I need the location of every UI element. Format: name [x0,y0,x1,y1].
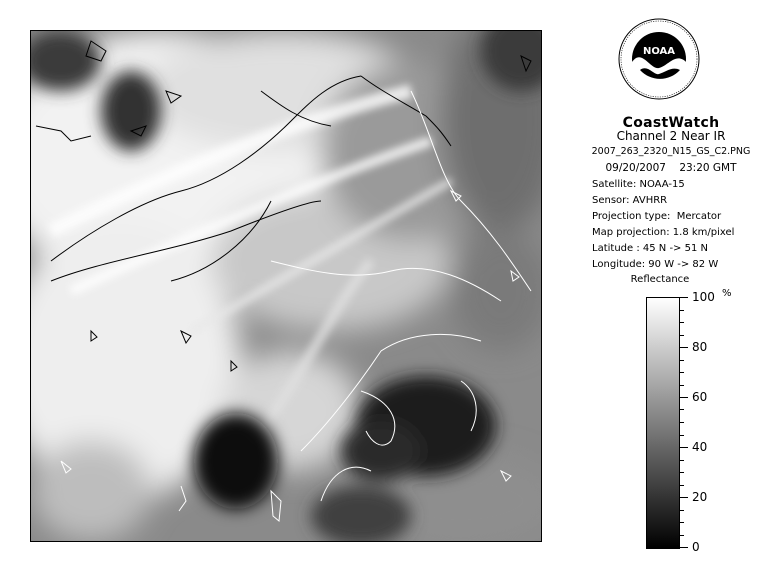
metadata-sensor: Sensor: AVHRR [592,195,668,206]
reflectance-map [31,31,541,541]
scale-tick [680,297,688,298]
scale-tick [680,535,684,536]
scale-tick-label: 0 [692,540,700,554]
scale-tick-label: 60 [692,390,708,404]
scale-tick [680,310,684,311]
scale-tick [680,347,688,348]
noaa-logo [618,18,700,100]
scale-title: Reflectance [630,274,690,285]
metadata-map-projection: Map projection: 1.8 km/pixel [592,227,735,238]
scale-tick [680,472,684,473]
reflectance-color-bar [646,297,680,549]
logo-text: NOAA [642,46,676,57]
scale-tick [680,385,684,386]
scale-tick [680,485,684,486]
metadata-projection-type: Projection type: Mercator [592,211,722,222]
scale-tick [680,335,684,336]
file-name: 2007_263_2320_N15_GS_C2.PNG [591,146,751,157]
scale-tick [680,409,684,410]
scale-tick [680,460,684,461]
scale-tick [680,510,684,511]
scale-tick-label: 20 [692,490,708,504]
scale-tick-label: 80 [692,340,708,354]
acquisition-datetime: 09/20/2007 23:20 GMT [605,162,737,174]
scale-tick [680,322,684,323]
scale-tick [680,435,684,436]
metadata-longitude: Longitude: 90 W -> 82 W [592,259,719,270]
channel-label: Channel 2 Near IR [616,129,726,143]
metadata-satellite: Satellite: NOAA-15 [592,179,685,190]
scale-tick [680,360,684,361]
scale-tick-label: 100 [692,290,715,304]
scale-tick [680,372,684,373]
scale-ticks [680,290,740,554]
scale-tick [680,547,688,548]
scale-tick [680,497,688,498]
scale-tick [680,397,688,398]
scale-tick [680,522,684,523]
satellite-image [30,30,542,542]
scale-tick-label: 40 [692,440,708,454]
metadata-latitude: Latitude : 45 N -> 51 N [592,243,708,254]
scale-unit: % [722,288,732,299]
scale-tick [680,422,684,423]
app-title: CoastWatch [622,115,720,131]
scale-tick [680,447,688,448]
noaa-logo-graphic [618,18,700,100]
